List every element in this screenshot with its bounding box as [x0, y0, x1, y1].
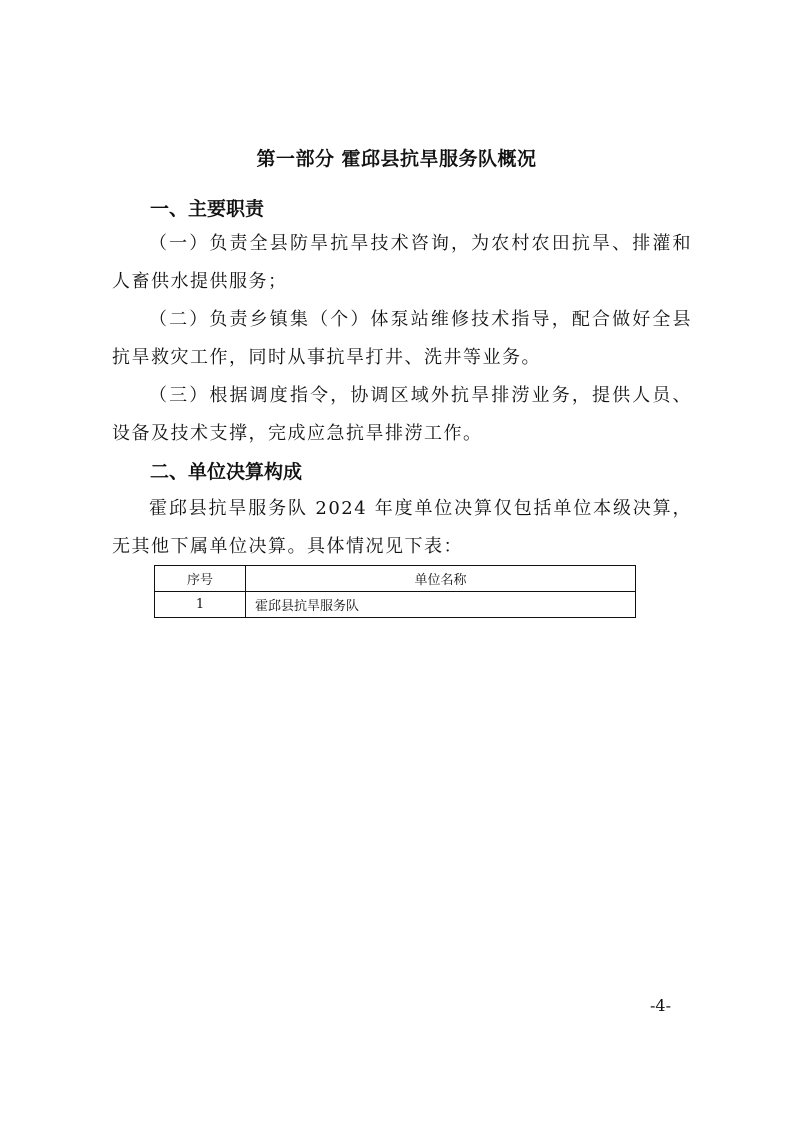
section-heading-duties: 一、主要职责	[150, 198, 265, 220]
table-row	[155, 592, 636, 618]
table-header-row	[155, 566, 636, 592]
page-number: -4-	[650, 996, 671, 1015]
duty-paragraph-1: （一）负责全县防旱抗旱技术咨询，为农村农田抗旱、排灌和人畜供水提供服务；	[112, 233, 692, 292]
table-header-cell: 序号	[155, 566, 246, 592]
table-cell: 1	[155, 592, 246, 618]
page-title: 第一部分 霍邱县抗旱服务队概况	[256, 148, 537, 170]
unit-table	[154, 565, 636, 618]
section-heading-composition: 二、单位决算构成	[150, 461, 303, 483]
duty-paragraph-2: （二）负责乡镇集（个）体泵站维修技术指导，配合做好全县抗旱救灾工作，同时从事抗旱打井、洗井等业务。	[112, 309, 692, 368]
table-cell: 霍邱县抗旱服务队	[246, 592, 636, 618]
table-header-cell: 单位名称	[246, 566, 636, 592]
duty-paragraph-3: （三）根据调度指令，协调区域外抗旱排涝业务，提供人员、设备及技术支撑，完成应急抗旱排涝工作。	[112, 385, 692, 444]
composition-paragraph: 霍邱县抗旱服务队 2024 年度单位决算仅包括单位本级决算，无其他下属单位决算。具体情况见下表：	[112, 498, 692, 557]
